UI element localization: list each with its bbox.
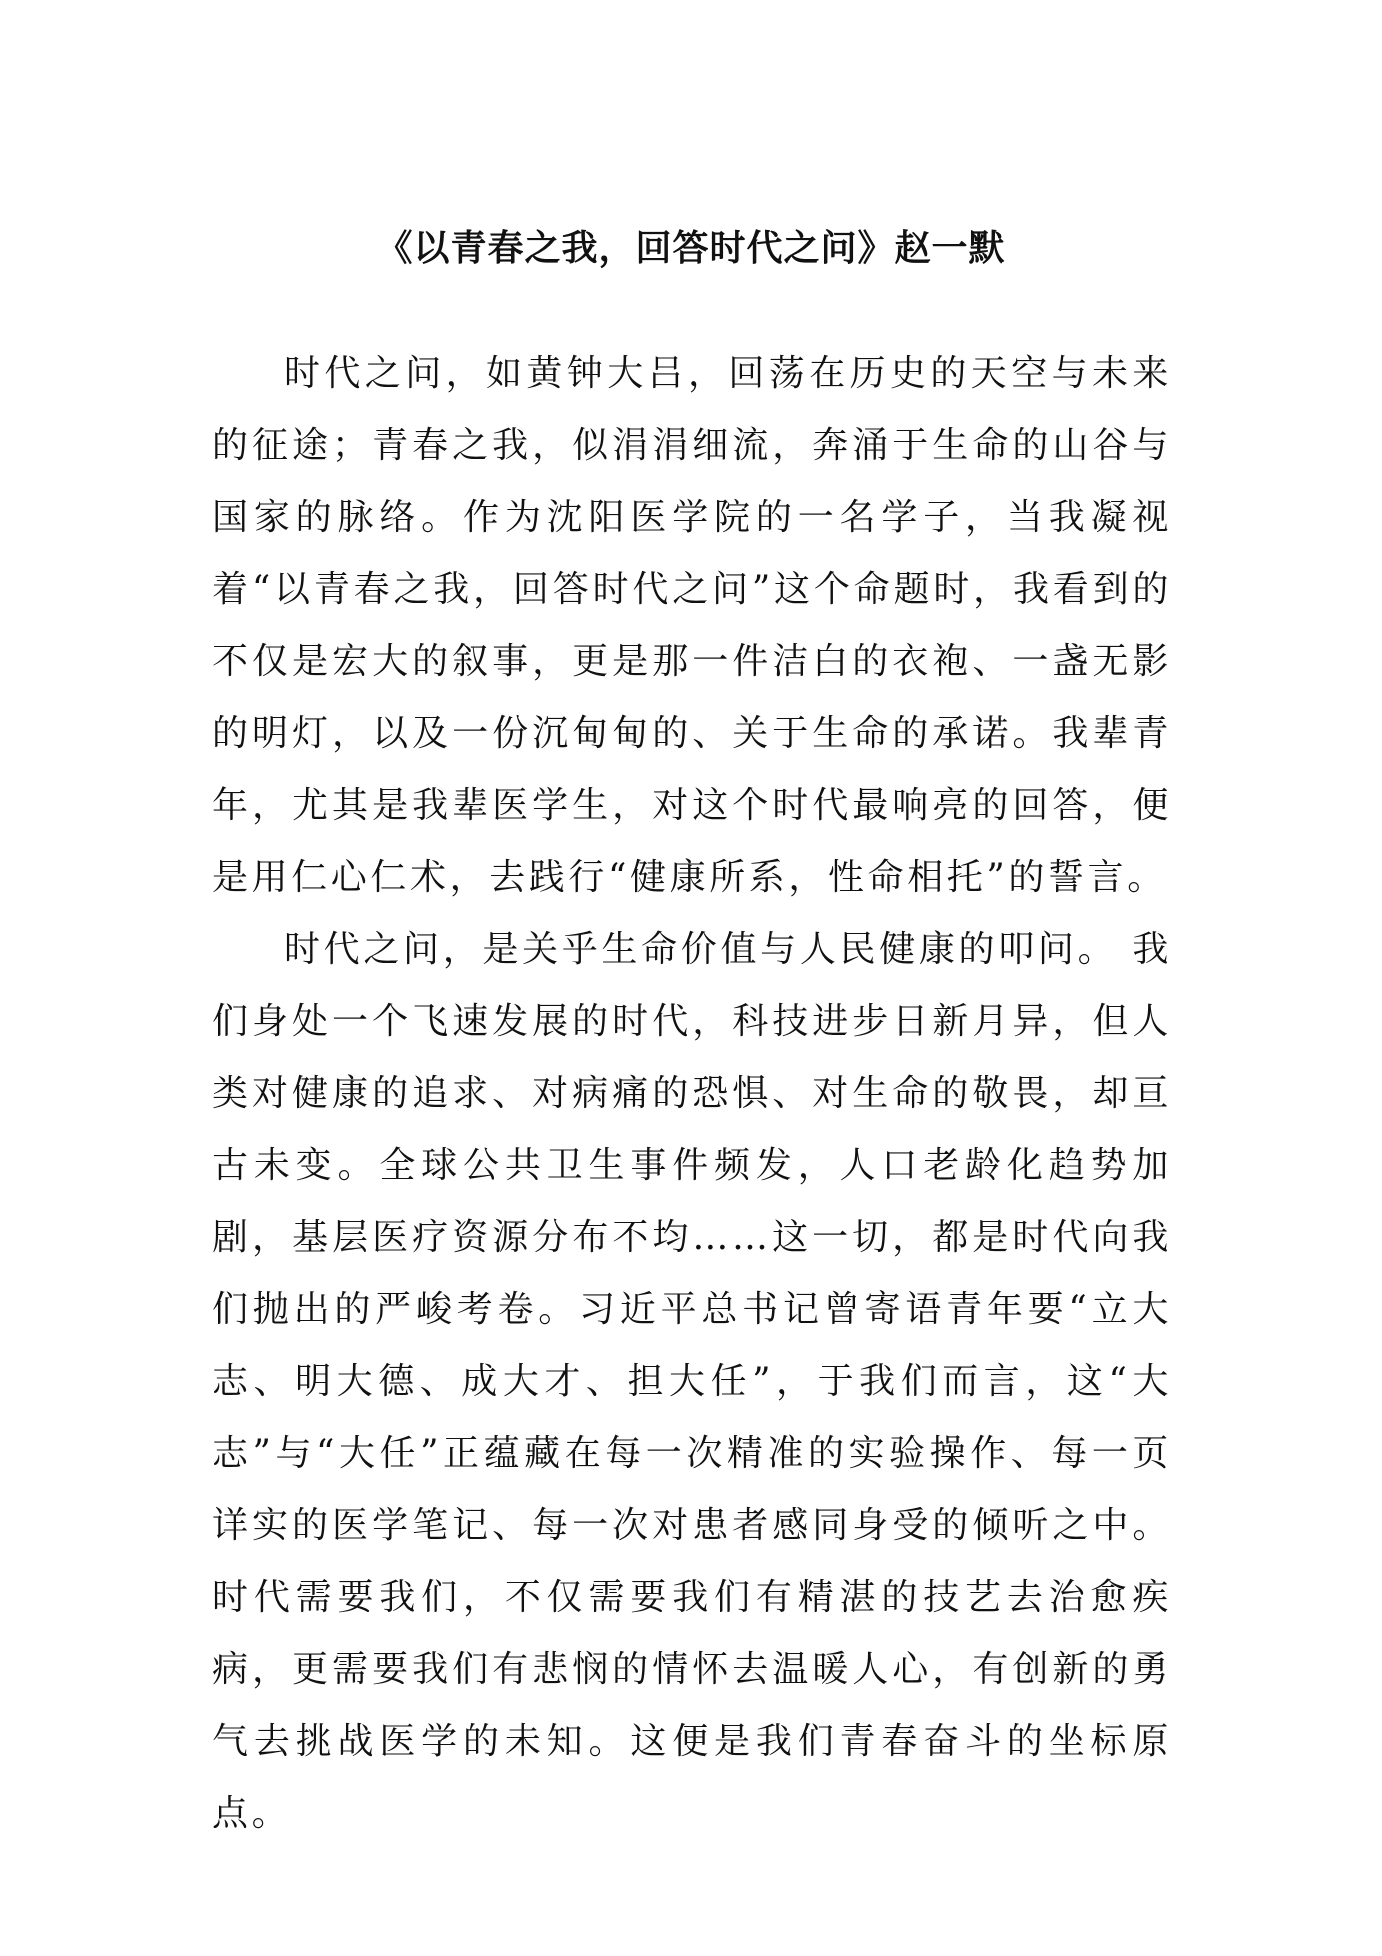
document-body bbox=[212, 338, 1172, 1850]
document-title: 《以青春之我，回答时代之问》赵一默 bbox=[376, 227, 1006, 269]
paragraph-2: 时代之问，是关乎生命价值与人民健康的叩问。 我们身处一个飞速发展的时代，科技进步日新月异，但人类对健康的追求、对病痛的恐惧、对生命的敬畏，却亘古未变。全球公共卫生事件频发，人口老龄化趋势加剧，基层医疗资源分布不均……这一切，都是时代向我们抛出的严峻考卷。习近平总书记曾寄语青年要“立大志、明大德、成大才、担大任”，于我们而言，这“大志”与“大任”正蕴藏在每一次精准的实验操作、每一页详实的医学笔记、每一次对患者感同身受的倾听之中。时代需要我们，不仅需要我们有精湛的技艺去治愈疾病，更需要我们有悲悯的情怀去温暖人心，有创新的勇气去挑战医学的未知。这便是我们青春奋斗的坐标原点。 bbox=[212, 929, 1172, 1834]
paragraph-1: 时代之问，如黄钟大吕，回荡在历史的天空与未来的征途；青春之我，似涓涓细流，奔涌于生命的山谷与国家的脉络。作为沈阳医学院的一名学子，当我凝视着“以青春之我，回答时代之问”这个命题时，我看到的不仅是宏大的叙事，更是那一件洁白的衣袍、一盏无影的明灯，以及一份沉甸甸的、关于生命的承诺。我辈青年，尤其是我辈医学生，对这个时代最响亮的回答，便是用仁心仁术，去践行“健康所系，性命相托”的誓言。 bbox=[212, 353, 1172, 898]
